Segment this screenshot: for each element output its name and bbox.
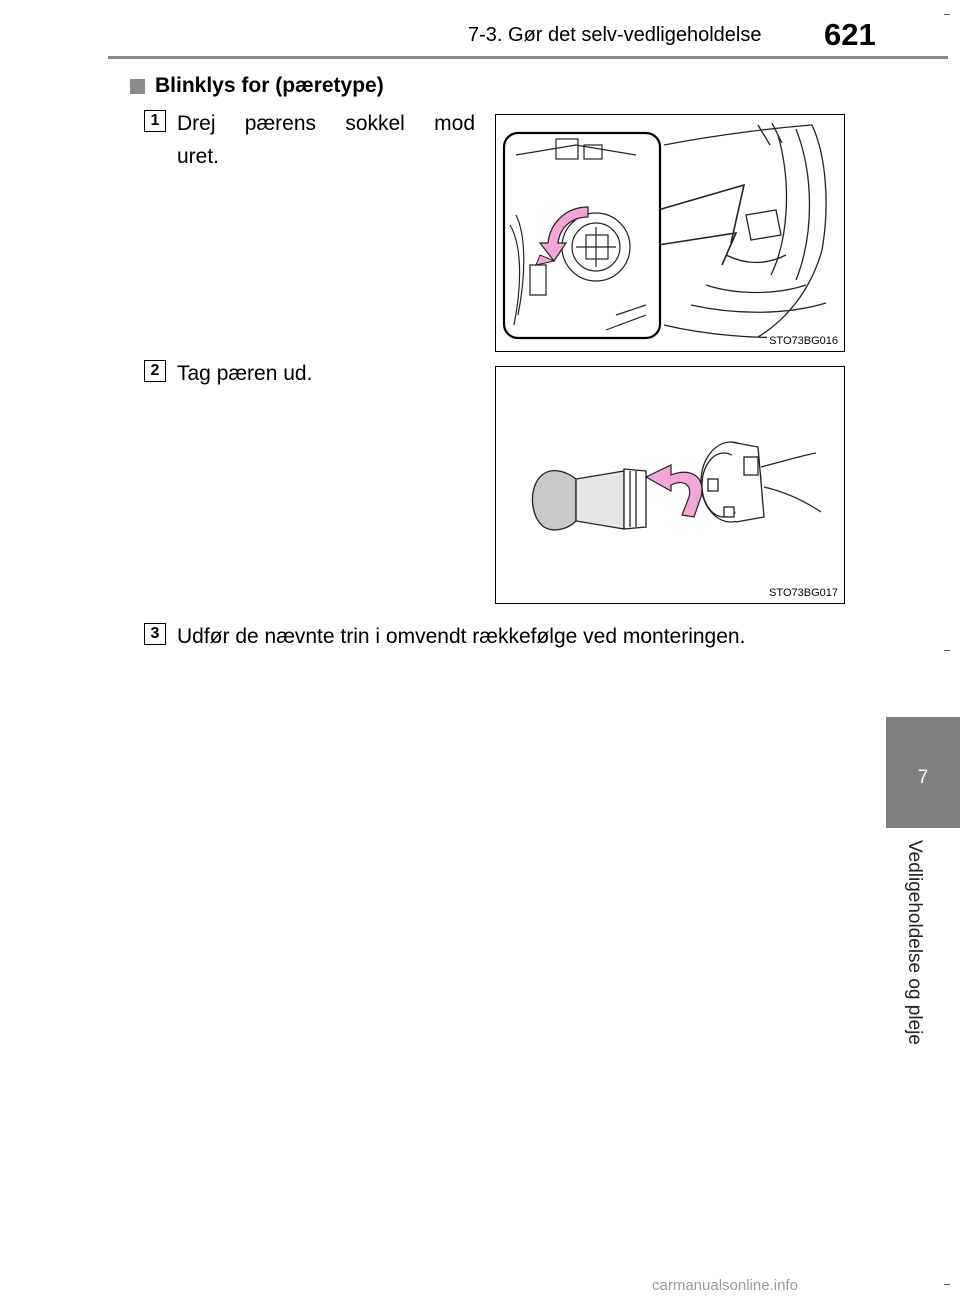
chapter-label: Vedligeholdelse og pleje (904, 840, 925, 1045)
crop-tick (944, 1284, 950, 1285)
section-heading (130, 74, 384, 98)
figure-code-2: STO73BG017 (769, 587, 838, 599)
figure-bulb-removal (495, 366, 845, 604)
footer-watermark: carmanualsonline.info (652, 1277, 798, 1294)
step-badge-2: 2 (144, 360, 166, 382)
step-badge-1: 1 (144, 110, 166, 132)
crop-tick (944, 650, 950, 651)
page-number: 621 (824, 17, 876, 52)
figure-bulb-socket-removal (495, 114, 845, 352)
step-1-line-2: uret. (177, 145, 220, 168)
step-3-text: Udfør de nævnte trin i omvendt rækkefølge ved monteringen. (177, 625, 746, 648)
step-badge-3: 3 (144, 623, 166, 645)
chapter-tab (886, 717, 960, 828)
step-1-line-1: Drej pærens sokkel mod (177, 112, 475, 135)
step-1-text (177, 107, 475, 173)
square-bullet-icon (130, 79, 145, 94)
bulb-illustration (496, 367, 844, 603)
step-2-text: Tag pæren ud. (177, 362, 313, 385)
crop-tick (944, 14, 950, 15)
header-rule (108, 56, 948, 59)
figure-code-1: STO73BG016 (769, 335, 838, 347)
headlamp-illustration (496, 115, 844, 351)
pull-arrow-icon (646, 465, 702, 517)
section-title: 7-3. Gør det selv-vedligeholdelse (468, 24, 762, 46)
chapter-number: 7 (917, 767, 929, 788)
heading-text: Blinklys for (pæretype) (155, 74, 384, 97)
